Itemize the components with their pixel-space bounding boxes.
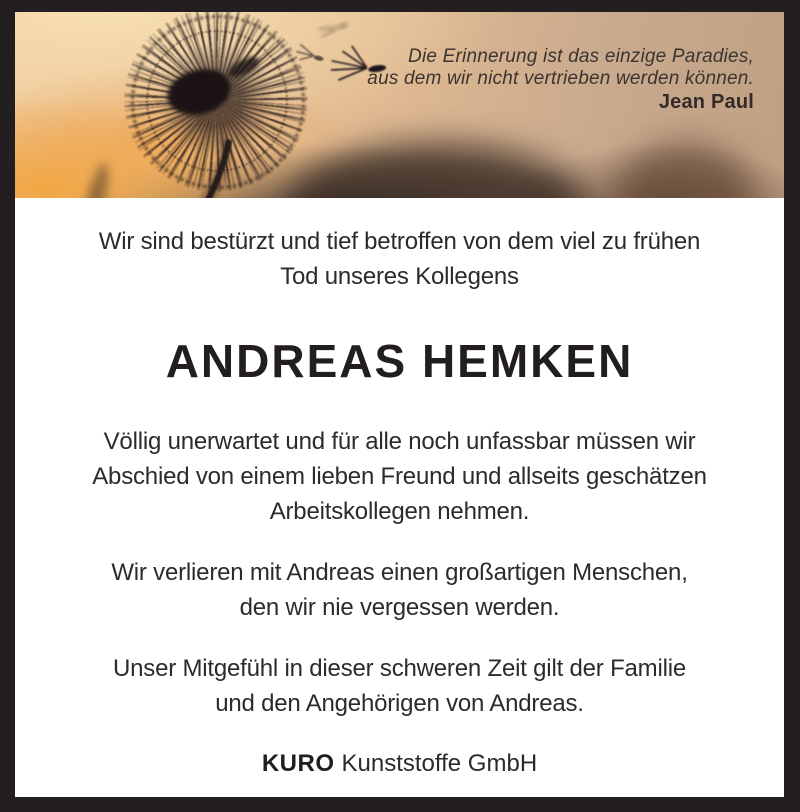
intro-line: Wir sind bestürzt und tief betroffen von dem viel zu frühen [98, 228, 701, 255]
paragraph-line: Unser Mitgefühl in dieser schweren Zeit gilt der Familie [112, 655, 687, 682]
intro-line: Tod unseres Kollegens [280, 263, 519, 290]
condolence-paragraph [35, 651, 764, 721]
intro-text [35, 224, 764, 294]
company-name-bold: KURO [261, 750, 335, 777]
paragraph-line: Arbeitskollegen nehmen. [269, 498, 530, 525]
paragraph-line: und den Angehörigen von Andreas. [215, 690, 584, 717]
company-name-rest: Kunststoffe GmbH [341, 750, 538, 777]
company-signature [35, 749, 764, 779]
dandelion-photo [15, 12, 784, 198]
quote-line: Die Erinnerung ist das einzige Paradies, [408, 46, 754, 67]
quote-line: aus dem wir nicht vertrieben werden können. [367, 68, 754, 89]
condolence-paragraph [35, 424, 764, 529]
deceased-name: ANDREAS HEMKEN [165, 335, 634, 387]
dandelion-stem-shadow [201, 140, 229, 198]
dandelion-seed-icon [295, 44, 326, 65]
memorial-quote [367, 46, 754, 113]
dandelion-seed-icon [318, 18, 350, 38]
paragraph-line: Wir verlieren mit Andreas einen großartigen Menschen, [111, 559, 688, 586]
paragraph-line: den wir nie vergessen werden. [239, 594, 560, 621]
paragraph-line: Völlig unerwartet und für alle noch unfassbar müssen wir [103, 428, 696, 455]
quote-author: Jean Paul [658, 91, 754, 113]
condolence-paragraph [35, 555, 764, 625]
paragraph-line: Abschied von einem lieben Freund und allseits geschätzen [92, 463, 707, 490]
notice-body [15, 198, 784, 797]
